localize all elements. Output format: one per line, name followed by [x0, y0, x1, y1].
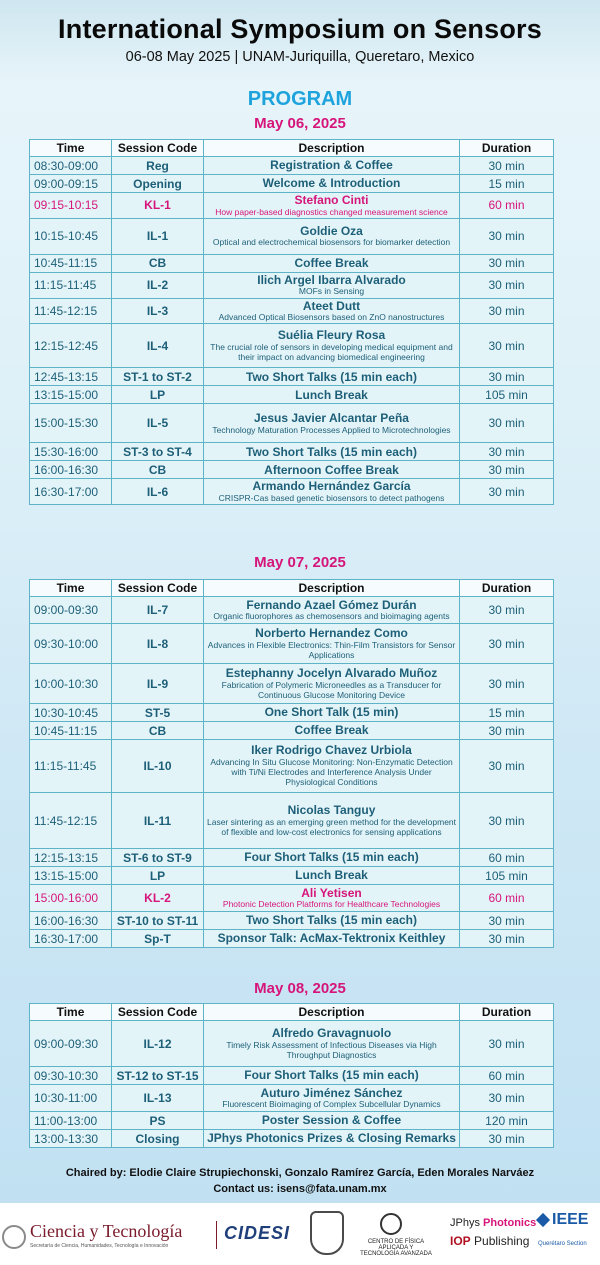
duration-cell: 30 min [460, 1130, 554, 1148]
event-subtitle: 06-08 May 2025 | UNAM-Juriquilla, Queretaro, Mexico [125, 49, 475, 65]
day-heading: May 07, 2025 [254, 554, 346, 571]
time-cell: 10:00-10:30 [30, 664, 112, 704]
time-cell: 09:15-10:15 [30, 193, 112, 219]
duration-cell: 60 min [460, 849, 554, 867]
time-cell: 10:45-11:15 [30, 722, 112, 740]
session-title: Two Short Talks (15 min each) [246, 444, 417, 459]
session-title: Lunch Break [295, 387, 368, 402]
talk-title: Timely Risk Assessment of Infectious Diseases via High Throughput Diagnostics [226, 1039, 437, 1060]
time-cell: 16:00-16:30 [30, 912, 112, 930]
duration-cell: 30 min [460, 722, 554, 740]
ciencia-logo: Ciencia y Tecnología [30, 1221, 183, 1241]
session-code-cell: ST-12 to ST-15 [112, 1067, 204, 1085]
duration-cell: 60 min [460, 193, 554, 219]
description-cell [204, 930, 460, 948]
speaker-name: Iker Rodrigo Chavez Urbiola [251, 743, 412, 758]
description-cell [204, 368, 460, 386]
column-header-session-code: Session Code [112, 1004, 204, 1021]
session-code-cell: IL-8 [112, 624, 204, 664]
session-title: Coffee Break [294, 723, 369, 738]
table-row [30, 740, 554, 793]
time-cell: 09:00-09:15 [30, 175, 112, 193]
time-cell: 10:30-11:00 [30, 1085, 112, 1112]
publishing-text: Publishing [474, 1234, 530, 1248]
description-cell [204, 1112, 460, 1130]
session-code-cell: ST-5 [112, 704, 204, 722]
session-code-cell: IL-12 [112, 1021, 204, 1067]
table-row [30, 664, 554, 704]
session-code-cell: IL-6 [112, 479, 204, 505]
description-cell [204, 1130, 460, 1148]
cidesi-logo: CIDESI [224, 1223, 291, 1243]
session-code-cell: IL-1 [112, 218, 204, 254]
session-title: One Short Talk (15 min) [264, 705, 399, 720]
session-title: Welcome & Introduction [262, 176, 401, 191]
table-row [30, 175, 554, 193]
session-title: Four Short Talks (15 min each) [244, 850, 419, 865]
table-row [30, 324, 554, 368]
talk-title: CRISPR-Cas based genetic biosensors to detect pathogens [218, 492, 445, 503]
talk-title: MOFs in Sensing [298, 286, 365, 297]
footer [0, 1165, 600, 1197]
table-row [30, 218, 554, 254]
table-row [30, 479, 554, 505]
time-cell: 16:30-17:00 [30, 930, 112, 948]
duration-cell: 30 min [460, 740, 554, 793]
duration-cell: 105 min [460, 867, 554, 885]
duration-cell: 30 min [460, 597, 554, 624]
time-cell: 09:30-10:00 [30, 624, 112, 664]
session-title: Coffee Break [294, 255, 369, 270]
description-cell [204, 272, 460, 298]
table-row [30, 930, 554, 948]
session-code-cell: CB [112, 461, 204, 479]
description-cell [204, 849, 460, 867]
speaker-name: Stefano Cinti [294, 193, 369, 207]
time-cell: 09:00-09:30 [30, 597, 112, 624]
table-row [30, 1067, 554, 1085]
jphys-photonics-logo [450, 1217, 536, 1229]
ieee-section-label: Querétaro Section [538, 1241, 587, 1247]
speaker-name: Alfredo Gravagnuolo [271, 1026, 392, 1041]
time-cell: 11:15-11:45 [30, 740, 112, 793]
duration-cell: 30 min [460, 443, 554, 461]
iop-text: IOP [450, 1234, 471, 1248]
table-row [30, 298, 554, 324]
contact-line: Contact us: isens@fata.unam.mx [213, 1183, 387, 1195]
session-code-cell: IL-2 [112, 272, 204, 298]
session-code-cell: KL-2 [112, 885, 204, 912]
session-code-cell: CB [112, 254, 204, 272]
duration-cell: 30 min [460, 298, 554, 324]
duration-cell: 30 min [460, 368, 554, 386]
cfata-line-2: TECNOLOGÍA AVANZADA [360, 1251, 432, 1257]
description-cell [204, 912, 460, 930]
session-code-cell: CB [112, 722, 204, 740]
ciencia-logo-subtitle: Secretaría de Ciencia, Humanidades, Tecnología e Innovación [30, 1243, 169, 1249]
logo-divider [216, 1221, 217, 1249]
table-row [30, 254, 554, 272]
cfata-emblem-icon [380, 1213, 402, 1235]
chairs-line: Chaired by: Elodie Claire Strupiechonski, Gonzalo Ramírez García, Eden Morales Narváez [65, 1167, 535, 1179]
time-cell: 16:00-16:30 [30, 461, 112, 479]
description-cell [204, 218, 460, 254]
duration-cell: 30 min [460, 793, 554, 849]
description-cell [204, 175, 460, 193]
speaker-name: Jesus Javier Alcantar Peña [254, 410, 409, 425]
description-cell [204, 597, 460, 624]
description-cell [204, 867, 460, 885]
table-row [30, 461, 554, 479]
column-header-time: Time [30, 140, 112, 157]
table-row [30, 1112, 554, 1130]
duration-cell: 15 min [460, 175, 554, 193]
time-cell: 15:30-16:00 [30, 443, 112, 461]
talk-title: Optical and electrochemical biosensors for biomarker detection [212, 237, 451, 248]
cfata-line-1: CENTRO DE FÍSICA APLICADA Y [367, 1239, 425, 1251]
table-row [30, 722, 554, 740]
talk-title: Advances in Flexible Electronics: Thin-Film Transistors for Sensor Applications [207, 639, 456, 660]
session-code-cell: Reg [112, 157, 204, 175]
time-cell: 11:00-13:00 [30, 1112, 112, 1130]
speaker-name: Estephanny Jocelyn Alvarado Muñoz [225, 666, 438, 681]
table-row [30, 624, 554, 664]
session-code-cell: Opening [112, 175, 204, 193]
table-row [30, 1021, 554, 1067]
column-header-session-code: Session Code [112, 580, 204, 597]
duration-cell: 30 min [460, 461, 554, 479]
table-row [30, 849, 554, 867]
session-title: Registration & Coffee [270, 158, 393, 173]
time-cell: 11:15-11:45 [30, 272, 112, 298]
duration-cell: 120 min [460, 1112, 554, 1130]
program-title: PROGRAM [247, 88, 353, 110]
description-cell [204, 386, 460, 404]
photonics-text: Photonics [483, 1217, 537, 1229]
session-code-cell: ST-3 to ST-4 [112, 443, 204, 461]
sponsor-logo-bar [0, 1203, 600, 1265]
iop-publishing-logo [450, 1234, 529, 1248]
duration-cell: 30 min [460, 272, 554, 298]
table-row [30, 597, 554, 624]
duration-cell: 15 min [460, 704, 554, 722]
session-code-cell: LP [112, 867, 204, 885]
duration-cell: 60 min [460, 885, 554, 912]
description-cell [204, 704, 460, 722]
table-row [30, 193, 554, 219]
time-cell: 08:30-09:00 [30, 157, 112, 175]
table-row [30, 272, 554, 298]
table-row [30, 386, 554, 404]
table-row [30, 1130, 554, 1148]
table-row [30, 368, 554, 386]
schedule-table [29, 139, 554, 505]
column-header-description: Description [204, 1004, 460, 1021]
session-code-cell: ST-6 to ST-9 [112, 849, 204, 867]
description-cell [204, 885, 460, 912]
speaker-name: Fernando Azael Gómez Durán [246, 597, 417, 612]
duration-cell: 30 min [460, 624, 554, 664]
table-row [30, 704, 554, 722]
time-cell: 16:30-17:00 [30, 479, 112, 505]
duration-cell: 30 min [460, 479, 554, 505]
table-row [30, 404, 554, 443]
description-cell [204, 624, 460, 664]
description-cell [204, 254, 460, 272]
session-code-cell: IL-3 [112, 298, 204, 324]
description-cell [204, 298, 460, 324]
time-cell: 11:45-12:15 [30, 298, 112, 324]
column-header-duration: Duration [460, 580, 554, 597]
time-cell: 13:00-13:30 [30, 1130, 112, 1148]
time-cell: 15:00-15:30 [30, 404, 112, 443]
description-cell [204, 1067, 460, 1085]
table-row [30, 1085, 554, 1112]
duration-cell: 60 min [460, 1067, 554, 1085]
time-cell: 11:45-12:15 [30, 793, 112, 849]
description-cell [204, 722, 460, 740]
duration-cell: 30 min [460, 157, 554, 175]
schedule-table [29, 1003, 554, 1148]
column-header-duration: Duration [460, 1004, 554, 1021]
description-cell [204, 324, 460, 368]
speaker-name: Armando Hernández García [252, 479, 411, 494]
description-cell [204, 479, 460, 505]
column-header-description: Description [204, 140, 460, 157]
session-code-cell: ST-10 to ST-11 [112, 912, 204, 930]
speaker-name: Ilich Argel Ibarra Alvarado [257, 272, 406, 287]
speaker-name: Ali Yetisen [301, 885, 362, 900]
description-cell [204, 740, 460, 793]
talk-title: Fabrication of Polymeric Microneedles as a Transducer for Continuous Glucose Monitoring Device [221, 679, 442, 700]
description-cell [204, 404, 460, 443]
session-title: Two Short Talks (15 min each) [246, 913, 417, 928]
time-cell: 13:15-15:00 [30, 867, 112, 885]
day-heading: May 08, 2025 [254, 980, 346, 997]
time-cell: 09:30-10:30 [30, 1067, 112, 1085]
session-title: Sponsor Talk: AcMax-Tektronix Keithley [217, 931, 446, 946]
session-title: Two Short Talks (15 min each) [246, 369, 417, 384]
talk-title: Photonic Detection Platforms for Healthcare Technologies [222, 899, 441, 910]
speaker-name: Norberto Hernandez Como [255, 626, 408, 641]
column-header-description: Description [204, 580, 460, 597]
speaker-name: Suélia Fleury Rosa [277, 328, 386, 343]
schedule-table [29, 579, 554, 948]
mexico-seal-icon [2, 1225, 26, 1249]
duration-cell: 30 min [460, 254, 554, 272]
session-title: Lunch Break [295, 868, 368, 883]
duration-cell: 30 min [460, 324, 554, 368]
jphys-text: JPhys [450, 1217, 480, 1229]
session-code-cell: IL-9 [112, 664, 204, 704]
table-row [30, 157, 554, 175]
time-cell: 12:15-12:45 [30, 324, 112, 368]
table-row [30, 885, 554, 912]
time-cell: 10:45-11:15 [30, 254, 112, 272]
ieee-logo: IEEE [552, 1211, 589, 1228]
duration-cell: 30 min [460, 912, 554, 930]
time-cell: 12:15-13:15 [30, 849, 112, 867]
event-title: International Symposium on Sensors [58, 14, 542, 44]
description-cell [204, 664, 460, 704]
talk-title: Advanced Optical Biosensors based on ZnO nanostructures [218, 312, 445, 323]
session-code-cell: IL-7 [112, 597, 204, 624]
table-row [30, 867, 554, 885]
session-code-cell: LP [112, 386, 204, 404]
column-header-time: Time [30, 580, 112, 597]
description-cell [204, 461, 460, 479]
talk-title: Organic fluorophores as chemosensors and bioimaging agents [213, 611, 450, 622]
time-cell: 10:15-10:45 [30, 218, 112, 254]
duration-cell: 30 min [460, 218, 554, 254]
table-row [30, 443, 554, 461]
column-header-session-code: Session Code [112, 140, 204, 157]
description-cell [204, 1021, 460, 1067]
session-code-cell: IL-4 [112, 324, 204, 368]
talk-title: Laser sintering as an emerging green method for the development of flexible and low-cost electronics for sensing applications [207, 816, 457, 837]
session-code-cell: ST-1 to ST-2 [112, 368, 204, 386]
session-code-cell: Closing [112, 1130, 204, 1148]
talk-title: How paper-based diagnostics changed measurement science [215, 206, 448, 217]
talk-title: Technology Maturation Processes Applied to Microtechnologies [212, 424, 451, 435]
description-cell [204, 193, 460, 219]
ieee-diamond-icon [536, 1213, 550, 1227]
session-code-cell: KL-1 [112, 193, 204, 219]
session-code-cell: PS [112, 1112, 204, 1130]
table-row [30, 793, 554, 849]
session-code-cell: IL-10 [112, 740, 204, 793]
session-title: Four Short Talks (15 min each) [244, 1068, 419, 1083]
description-cell [204, 1085, 460, 1112]
session-title: Afternoon Coffee Break [264, 462, 399, 477]
session-code-cell: Sp-T [112, 930, 204, 948]
time-cell: 09:00-09:30 [30, 1021, 112, 1067]
column-header-duration: Duration [460, 140, 554, 157]
duration-cell: 30 min [460, 404, 554, 443]
table-row [30, 912, 554, 930]
session-code-cell: IL-13 [112, 1085, 204, 1112]
session-title: Poster Session & Coffee [261, 1113, 402, 1128]
speaker-name: Nicolas Tanguy [287, 803, 376, 818]
speaker-name: Auturo Jiménez Sánchez [260, 1085, 403, 1100]
session-code-cell: IL-11 [112, 793, 204, 849]
header-banner [0, 0, 600, 80]
duration-cell: 30 min [460, 1085, 554, 1112]
day-heading: May 06, 2025 [254, 115, 346, 132]
time-cell: 12:45-13:15 [30, 368, 112, 386]
description-cell [204, 157, 460, 175]
column-header-time: Time [30, 1004, 112, 1021]
session-code-cell: IL-5 [112, 404, 204, 443]
session-title: JPhys Photonics Prizes & Closing Remarks [207, 1131, 456, 1146]
talk-title: Fluorescent Bioimaging of Complex Subcellular Dynamics [222, 1099, 441, 1110]
description-cell [204, 443, 460, 461]
duration-cell: 105 min [460, 386, 554, 404]
time-cell: 15:00-16:00 [30, 885, 112, 912]
duration-cell: 30 min [460, 1021, 554, 1067]
talk-title: The crucial role of sensors in developing medical equipment and their impact on advancing biomedical engineering [210, 341, 453, 363]
time-cell: 10:30-10:45 [30, 704, 112, 722]
time-cell: 13:15-15:00 [30, 386, 112, 404]
speaker-name: Goldie Oza [300, 223, 363, 238]
description-cell [204, 793, 460, 849]
speaker-name: Ateet Dutt [302, 298, 361, 313]
unam-shield-icon [310, 1211, 344, 1255]
cfata-logo-text [358, 1239, 434, 1257]
duration-cell: 30 min [460, 664, 554, 704]
talk-title: Advancing In Situ Glucose Monitoring: Non-Enzymatic Detection with Ti/Ni Electrodes and Interference Analysis Under Physiological Conditions [210, 757, 453, 788]
duration-cell: 30 min [460, 930, 554, 948]
